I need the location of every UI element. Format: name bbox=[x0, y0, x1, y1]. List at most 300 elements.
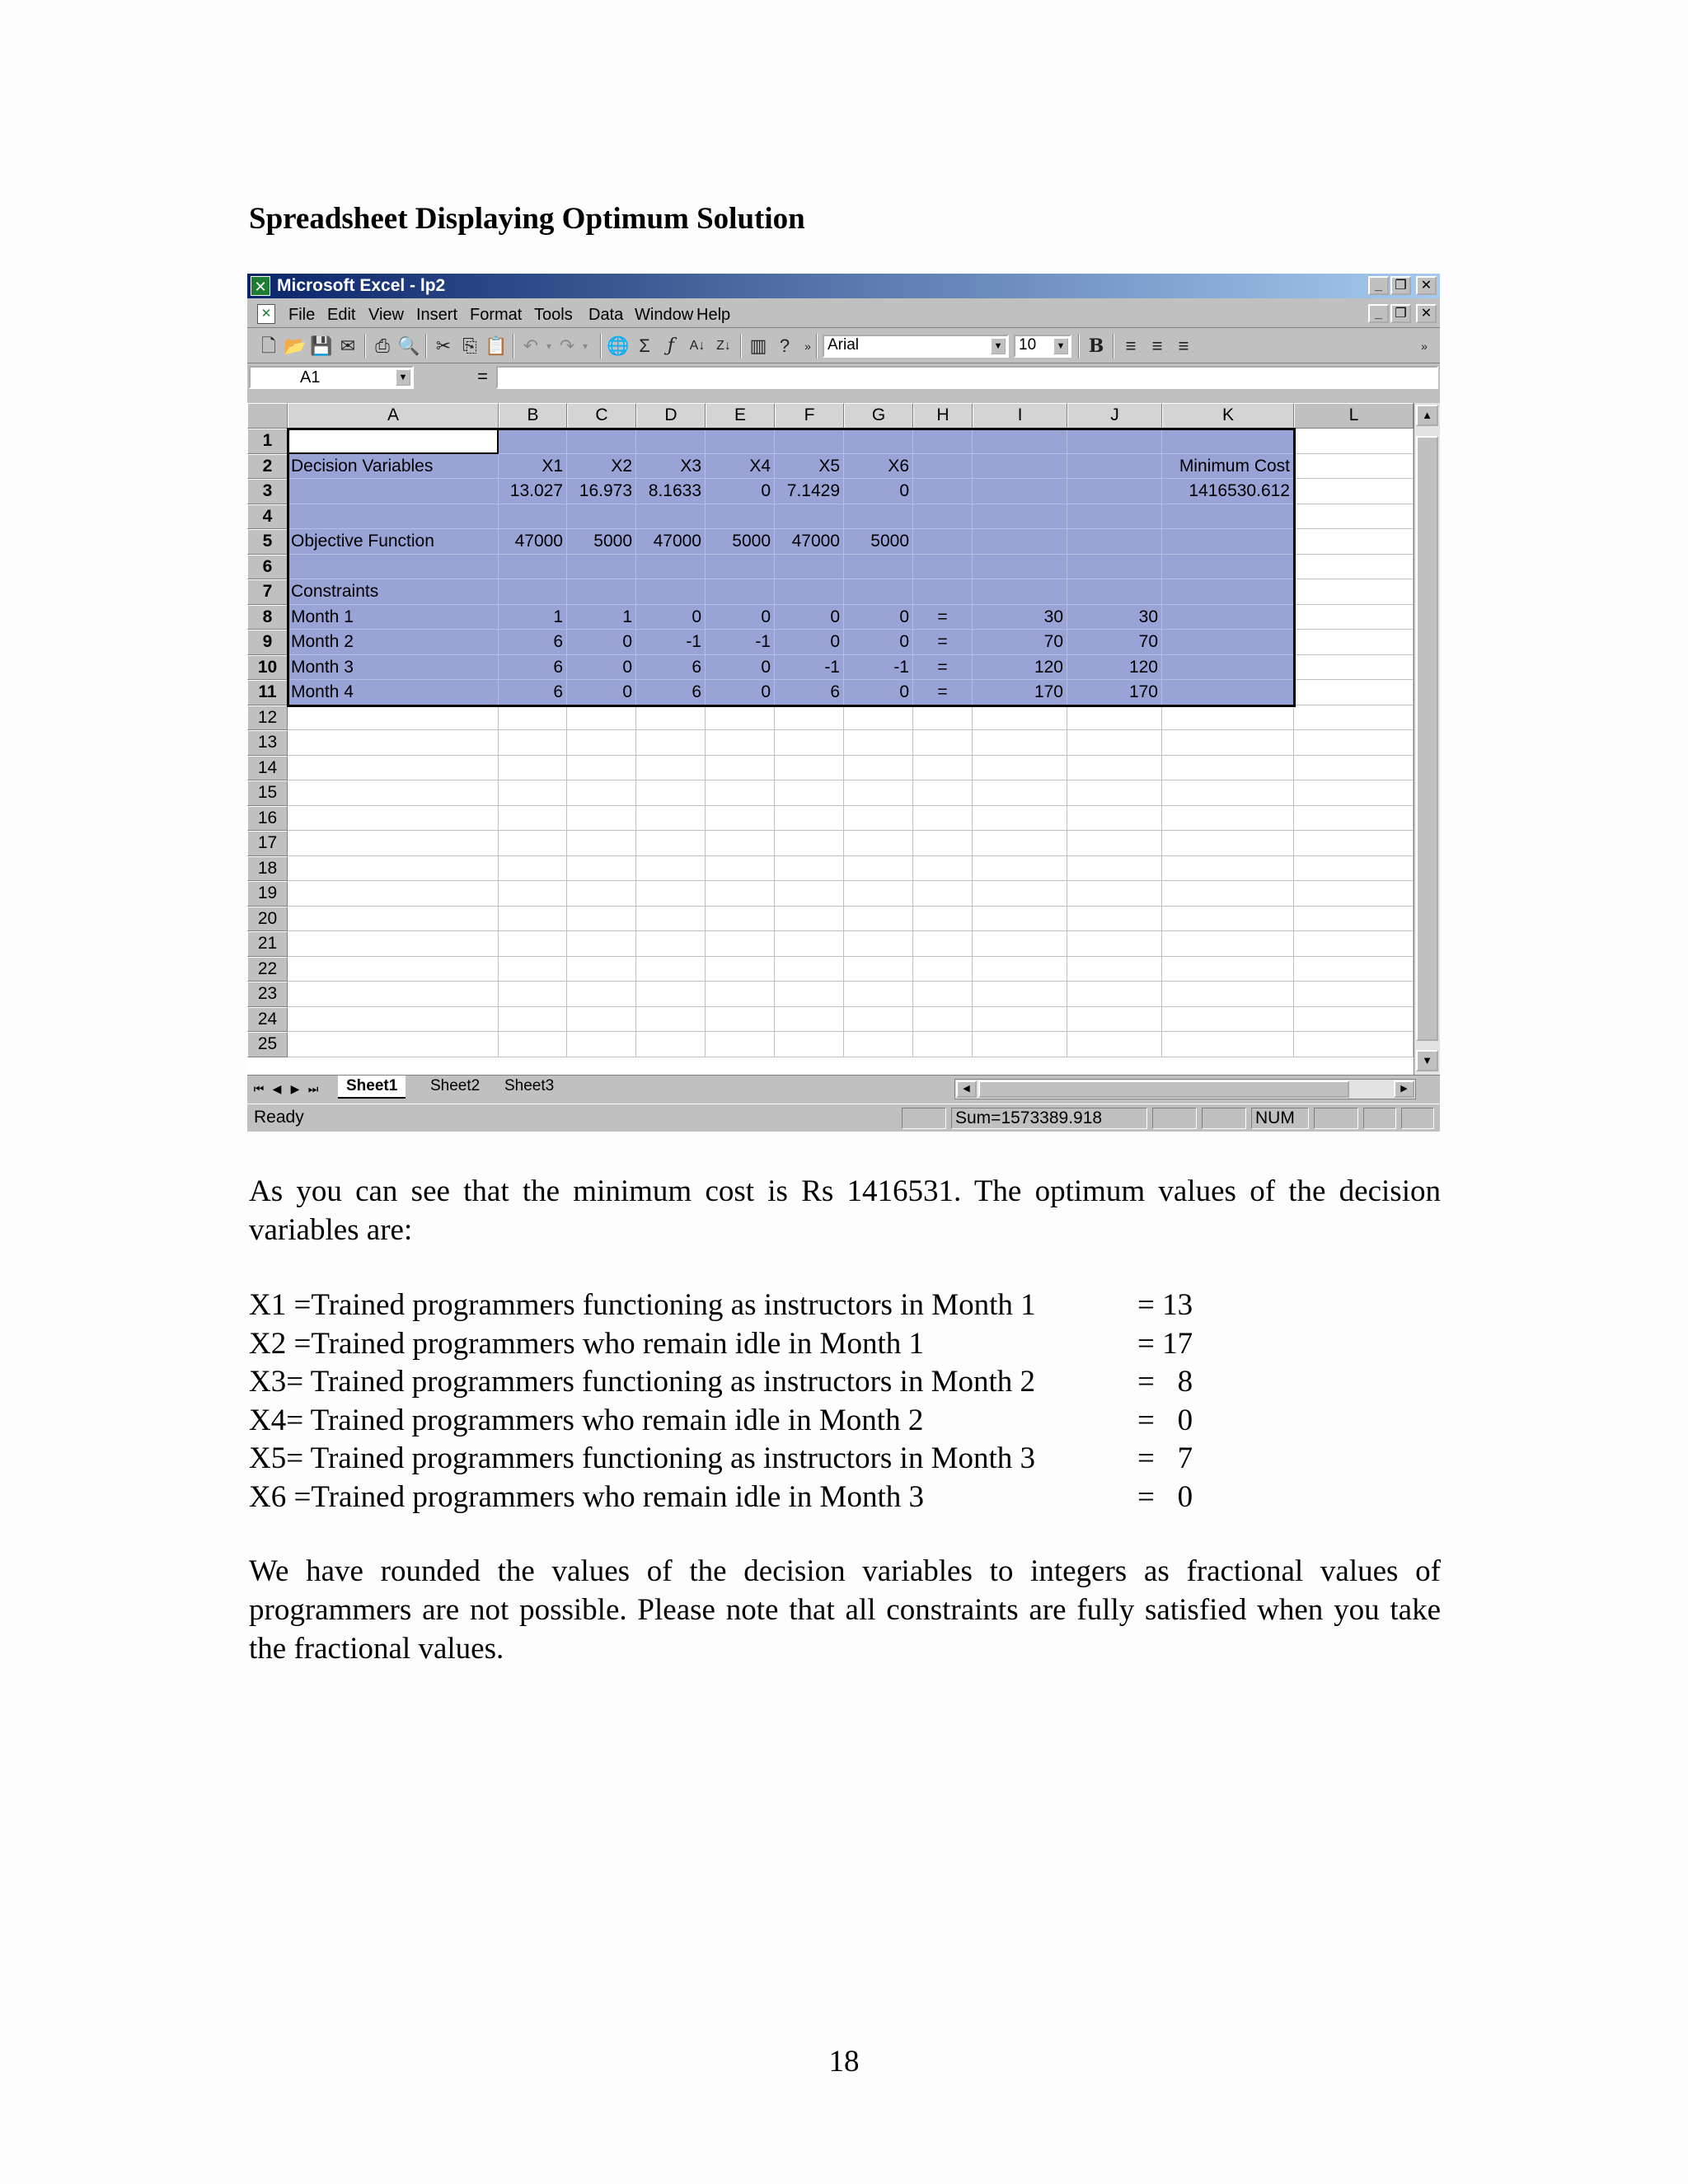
grid-cell[interactable] bbox=[567, 1007, 636, 1033]
grid-cell[interactable] bbox=[844, 705, 913, 731]
grid-cell[interactable] bbox=[1067, 881, 1162, 907]
column-header-h[interactable]: H bbox=[913, 403, 973, 429]
grid-cell[interactable] bbox=[913, 756, 973, 781]
grid-cell[interactable]: 0 bbox=[567, 630, 636, 655]
last-sheet-icon[interactable]: ⏭ bbox=[307, 1082, 319, 1095]
grid-cell[interactable]: 0 bbox=[706, 655, 775, 681]
row-header[interactable]: 12 bbox=[247, 705, 288, 731]
scroll-left-icon[interactable]: ◀ bbox=[956, 1080, 977, 1098]
grid-cell[interactable]: Month 4 bbox=[288, 680, 499, 705]
grid-cell[interactable]: Objective Function bbox=[288, 529, 499, 555]
grid-cell[interactable] bbox=[844, 756, 913, 781]
grid-cell[interactable]: X5 bbox=[775, 454, 844, 480]
grid-cell[interactable]: 5000 bbox=[844, 529, 913, 555]
grid-cell[interactable]: X3 bbox=[636, 454, 706, 480]
undo-dropdown-icon[interactable]: ▾ bbox=[546, 340, 552, 352]
grid-cell[interactable]: X4 bbox=[706, 454, 775, 480]
grid-cell[interactable] bbox=[288, 780, 499, 806]
grid-cell[interactable] bbox=[288, 831, 499, 856]
grid-cell[interactable] bbox=[1162, 680, 1294, 705]
grid-cell[interactable] bbox=[913, 907, 973, 932]
grid-cell[interactable] bbox=[567, 957, 636, 982]
grid-cell[interactable] bbox=[636, 555, 706, 580]
grid-cell[interactable]: 1 bbox=[567, 605, 636, 630]
grid-cell[interactable] bbox=[913, 429, 973, 454]
grid-cell[interactable] bbox=[706, 907, 775, 932]
grid-cell[interactable] bbox=[1162, 630, 1294, 655]
grid-cell[interactable] bbox=[567, 931, 636, 957]
grid-cell[interactable] bbox=[499, 881, 567, 907]
grid-cell[interactable] bbox=[288, 756, 499, 781]
grid-cell[interactable]: 8.1633 bbox=[636, 479, 706, 504]
grid-cell[interactable]: 1416530.612 bbox=[1162, 479, 1294, 504]
grid-cell[interactable]: X1 bbox=[499, 454, 567, 480]
grid-cell[interactable] bbox=[775, 1007, 844, 1033]
grid-cell[interactable]: 30 bbox=[973, 605, 1067, 630]
grid-cell[interactable] bbox=[499, 756, 567, 781]
tab-sheet3[interactable]: Sheet3 bbox=[504, 1077, 555, 1094]
grid-cell[interactable] bbox=[1162, 756, 1294, 781]
print-icon[interactable]: ⎙ bbox=[375, 335, 390, 356]
grid-cell[interactable]: 0 bbox=[567, 680, 636, 705]
grid-cell[interactable] bbox=[706, 831, 775, 856]
grid-cell[interactable] bbox=[1162, 907, 1294, 932]
grid-cell[interactable] bbox=[1162, 555, 1294, 580]
grid-cell[interactable] bbox=[1067, 555, 1162, 580]
grid-cell[interactable] bbox=[1294, 680, 1414, 705]
grid-cell[interactable] bbox=[775, 504, 844, 530]
row-header[interactable]: 3 bbox=[247, 479, 288, 504]
grid-cell[interactable] bbox=[706, 780, 775, 806]
tab-sheet2[interactable]: Sheet2 bbox=[430, 1077, 481, 1094]
grid-cell[interactable] bbox=[775, 780, 844, 806]
column-header-k[interactable]: K bbox=[1162, 403, 1294, 429]
grid-cell[interactable] bbox=[567, 806, 636, 832]
grid-cell[interactable] bbox=[1067, 529, 1162, 555]
column-header-l[interactable]: L bbox=[1294, 403, 1414, 429]
grid-cell[interactable] bbox=[1294, 806, 1414, 832]
grid-cell[interactable] bbox=[1162, 504, 1294, 530]
grid-cell[interactable] bbox=[844, 806, 913, 832]
grid-cell[interactable] bbox=[567, 856, 636, 882]
doc-close-button[interactable]: ✕ bbox=[1416, 304, 1437, 323]
grid-cell[interactable] bbox=[973, 856, 1067, 882]
grid-cell[interactable] bbox=[706, 730, 775, 756]
grid-cell[interactable] bbox=[775, 931, 844, 957]
grid-cell[interactable] bbox=[844, 982, 913, 1007]
grid-cell[interactable]: 6 bbox=[636, 680, 706, 705]
grid-cell[interactable] bbox=[1294, 655, 1414, 681]
title-bar[interactable] bbox=[247, 274, 1440, 298]
row-header[interactable]: 20 bbox=[247, 907, 288, 932]
grid-cell[interactable] bbox=[973, 504, 1067, 530]
new-icon[interactable]: 🗋 bbox=[261, 335, 276, 356]
grid-cell[interactable] bbox=[913, 881, 973, 907]
grid-cell[interactable] bbox=[844, 730, 913, 756]
grid-cell[interactable] bbox=[636, 957, 706, 982]
grid-cell[interactable] bbox=[706, 982, 775, 1007]
grid-cell[interactable]: 0 bbox=[844, 630, 913, 655]
grid-cell[interactable] bbox=[706, 756, 775, 781]
scroll-up-icon[interactable]: ▲ bbox=[1416, 405, 1438, 426]
grid-cell[interactable] bbox=[1162, 579, 1294, 605]
grid-cell[interactable] bbox=[636, 982, 706, 1007]
grid-cell[interactable] bbox=[499, 429, 567, 454]
grid-cell[interactable] bbox=[913, 931, 973, 957]
grid-cell[interactable] bbox=[636, 1032, 706, 1057]
function-icon[interactable]: ƒ bbox=[667, 335, 675, 356]
grid-cell[interactable] bbox=[636, 756, 706, 781]
grid-cell[interactable]: 16.973 bbox=[567, 479, 636, 504]
grid-cell[interactable]: Month 1 bbox=[288, 605, 499, 630]
grid-cell[interactable] bbox=[1162, 831, 1294, 856]
row-header[interactable]: 17 bbox=[247, 831, 288, 856]
grid-cell[interactable] bbox=[1067, 730, 1162, 756]
grid-cell[interactable] bbox=[1294, 705, 1414, 731]
row-header[interactable]: 15 bbox=[247, 780, 288, 806]
grid-cell[interactable]: 47000 bbox=[636, 529, 706, 555]
grid-cell[interactable]: Constraints bbox=[288, 579, 499, 605]
grid-cell[interactable] bbox=[1294, 856, 1414, 882]
font-size-select[interactable] bbox=[1014, 335, 1071, 358]
grid-cell[interactable] bbox=[1294, 555, 1414, 580]
grid-cell[interactable] bbox=[913, 730, 973, 756]
grid-cell[interactable]: 70 bbox=[1067, 630, 1162, 655]
grid-cell[interactable] bbox=[775, 831, 844, 856]
worksheet-grid[interactable] bbox=[247, 403, 1414, 1075]
select-all-button[interactable] bbox=[247, 403, 288, 429]
grid-cell[interactable]: 1 bbox=[499, 605, 567, 630]
grid-cell[interactable] bbox=[1294, 831, 1414, 856]
grid-cell[interactable] bbox=[1294, 479, 1414, 504]
align-right-icon[interactable]: ≡ bbox=[1178, 335, 1189, 356]
grid-cell[interactable]: X2 bbox=[567, 454, 636, 480]
grid-cell[interactable] bbox=[1294, 957, 1414, 982]
grid-cell[interactable] bbox=[1067, 479, 1162, 504]
grid-cell[interactable]: 0 bbox=[844, 680, 913, 705]
grid-cell[interactable] bbox=[913, 479, 973, 504]
grid-cell[interactable]: 47000 bbox=[775, 529, 844, 555]
minimize-button[interactable]: _ bbox=[1368, 276, 1389, 295]
grid-cell[interactable] bbox=[913, 579, 973, 605]
row-header[interactable]: 8 bbox=[247, 605, 288, 630]
grid-cell[interactable] bbox=[973, 957, 1067, 982]
grid-cell[interactable] bbox=[567, 831, 636, 856]
grid-cell[interactable] bbox=[1294, 881, 1414, 907]
column-header-j[interactable]: J bbox=[1067, 403, 1162, 429]
row-header[interactable]: 16 bbox=[247, 806, 288, 832]
grid-cell[interactable] bbox=[1067, 504, 1162, 530]
grid-cell[interactable] bbox=[1294, 756, 1414, 781]
row-header[interactable]: 9 bbox=[247, 630, 288, 655]
grid-cell[interactable]: 0 bbox=[775, 605, 844, 630]
grid-cell[interactable] bbox=[706, 1032, 775, 1057]
grid-cell[interactable]: 13.027 bbox=[499, 479, 567, 504]
grid-cell[interactable] bbox=[636, 856, 706, 882]
grid-cell[interactable]: = bbox=[913, 655, 973, 681]
undo-icon[interactable]: ↶ bbox=[523, 335, 539, 356]
column-header-e[interactable]: E bbox=[706, 403, 775, 429]
excel-app-icon[interactable]: ✕ bbox=[251, 276, 270, 296]
grid-cell[interactable] bbox=[1294, 579, 1414, 605]
scroll-thumb[interactable] bbox=[1416, 436, 1438, 1041]
row-header[interactable]: 13 bbox=[247, 730, 288, 756]
grid-cell[interactable] bbox=[567, 907, 636, 932]
grid-cell[interactable] bbox=[973, 931, 1067, 957]
grid-cell[interactable] bbox=[1162, 1032, 1294, 1057]
grid-cell[interactable] bbox=[844, 907, 913, 932]
save-icon[interactable]: 💾 bbox=[310, 335, 333, 356]
grid-cell[interactable] bbox=[567, 429, 636, 454]
active-cell[interactable] bbox=[288, 429, 499, 454]
grid-cell[interactable] bbox=[1294, 454, 1414, 480]
row-header[interactable]: 19 bbox=[247, 881, 288, 907]
grid-cell[interactable] bbox=[567, 881, 636, 907]
row-header[interactable]: 23 bbox=[247, 982, 288, 1007]
grid-cell[interactable]: 6 bbox=[499, 680, 567, 705]
grid-cell[interactable] bbox=[775, 856, 844, 882]
align-center-icon[interactable]: ≡ bbox=[1151, 335, 1163, 356]
grid-cell[interactable]: = bbox=[913, 605, 973, 630]
grid-cell[interactable] bbox=[636, 705, 706, 731]
grid-cell[interactable]: 47000 bbox=[499, 529, 567, 555]
grid-cell[interactable] bbox=[706, 957, 775, 982]
menu-format[interactable]: Format bbox=[470, 306, 523, 324]
grid-cell[interactable] bbox=[567, 730, 636, 756]
grid-cell[interactable] bbox=[636, 931, 706, 957]
redo-dropdown-icon[interactable]: ▾ bbox=[582, 340, 588, 352]
grid-cell[interactable] bbox=[844, 831, 913, 856]
grid-cell[interactable] bbox=[973, 730, 1067, 756]
doc-restore-button[interactable]: ❐ bbox=[1390, 304, 1411, 323]
first-sheet-icon[interactable]: ⏮ bbox=[253, 1082, 265, 1095]
open-icon[interactable]: 📂 bbox=[284, 335, 307, 356]
grid-cell[interactable] bbox=[1294, 907, 1414, 932]
bold-icon[interactable]: B bbox=[1088, 335, 1104, 357]
grid-cell[interactable] bbox=[706, 504, 775, 530]
grid-cell[interactable]: -1 bbox=[706, 630, 775, 655]
grid-cell[interactable] bbox=[288, 555, 499, 580]
grid-cell[interactable] bbox=[567, 555, 636, 580]
prev-sheet-icon[interactable]: ◀ bbox=[272, 1082, 282, 1095]
grid-cell[interactable] bbox=[499, 555, 567, 580]
grid-cell[interactable] bbox=[499, 806, 567, 832]
grid-cell[interactable] bbox=[1162, 982, 1294, 1007]
copy-icon[interactable]: ⎘ bbox=[462, 335, 477, 356]
grid-cell[interactable] bbox=[567, 579, 636, 605]
grid-cell[interactable] bbox=[288, 856, 499, 882]
paste-icon[interactable]: 📋 bbox=[485, 335, 508, 356]
toolbar-options-icon[interactable]: » bbox=[1421, 340, 1428, 353]
grid-cell[interactable] bbox=[706, 705, 775, 731]
grid-cell[interactable] bbox=[636, 730, 706, 756]
grid-cell[interactable] bbox=[288, 730, 499, 756]
grid-cell[interactable] bbox=[288, 931, 499, 957]
grid-cell[interactable]: 0 bbox=[636, 605, 706, 630]
grid-cell[interactable] bbox=[1162, 957, 1294, 982]
grid-cell[interactable] bbox=[1162, 730, 1294, 756]
grid-cell[interactable] bbox=[844, 555, 913, 580]
grid-cell[interactable] bbox=[973, 479, 1067, 504]
grid-cell[interactable] bbox=[844, 856, 913, 882]
grid-cell[interactable] bbox=[1067, 705, 1162, 731]
grid-cell[interactable] bbox=[1162, 1007, 1294, 1033]
grid-cell[interactable] bbox=[973, 454, 1067, 480]
grid-cell[interactable]: 5000 bbox=[706, 529, 775, 555]
row-header[interactable]: 2 bbox=[247, 454, 288, 480]
grid-cell[interactable] bbox=[973, 780, 1067, 806]
grid-cell[interactable] bbox=[706, 579, 775, 605]
grid-cell[interactable] bbox=[913, 705, 973, 731]
grid-cell[interactable] bbox=[567, 705, 636, 731]
grid-cell[interactable]: 120 bbox=[973, 655, 1067, 681]
grid-cell[interactable] bbox=[567, 504, 636, 530]
menu-edit[interactable]: Edit bbox=[327, 306, 356, 324]
grid-cell[interactable] bbox=[973, 881, 1067, 907]
chevron-down-icon[interactable]: ▼ bbox=[991, 338, 1006, 354]
grid-cell[interactable] bbox=[499, 957, 567, 982]
grid-cell[interactable] bbox=[913, 504, 973, 530]
grid-cell[interactable] bbox=[775, 881, 844, 907]
grid-cell[interactable]: 0 bbox=[844, 605, 913, 630]
next-sheet-icon[interactable]: ▶ bbox=[290, 1082, 300, 1095]
row-header[interactable]: 1 bbox=[247, 429, 288, 454]
grid-cell[interactable] bbox=[499, 504, 567, 530]
grid-cell[interactable] bbox=[844, 780, 913, 806]
grid-cell[interactable]: 0 bbox=[706, 605, 775, 630]
row-header[interactable]: 4 bbox=[247, 504, 288, 530]
doc-minimize-button[interactable]: _ bbox=[1368, 304, 1389, 323]
grid-cell[interactable]: Minimum Cost bbox=[1162, 454, 1294, 480]
grid-cell[interactable] bbox=[1294, 1032, 1414, 1057]
grid-cell[interactable] bbox=[1067, 831, 1162, 856]
grid-cell[interactable]: 7.1429 bbox=[775, 479, 844, 504]
grid-cell[interactable] bbox=[1162, 780, 1294, 806]
grid-cell[interactable] bbox=[1294, 630, 1414, 655]
grid-cell[interactable] bbox=[844, 957, 913, 982]
restore-button[interactable]: ❐ bbox=[1390, 276, 1411, 295]
grid-cell[interactable]: = bbox=[913, 680, 973, 705]
grid-cell[interactable] bbox=[1067, 579, 1162, 605]
grid-cell[interactable] bbox=[973, 806, 1067, 832]
grid-cell[interactable] bbox=[973, 831, 1067, 856]
grid-cell[interactable] bbox=[288, 1032, 499, 1057]
grid-cell[interactable] bbox=[499, 931, 567, 957]
grid-cell[interactable] bbox=[973, 579, 1067, 605]
menu-window[interactable]: Window bbox=[635, 306, 694, 324]
grid-cell[interactable] bbox=[1162, 429, 1294, 454]
grid-cell[interactable]: Month 3 bbox=[288, 655, 499, 681]
grid-cell[interactable] bbox=[499, 856, 567, 882]
grid-cell[interactable] bbox=[1294, 504, 1414, 530]
grid-cell[interactable] bbox=[913, 454, 973, 480]
row-header[interactable]: 24 bbox=[247, 1007, 288, 1033]
grid-cell[interactable] bbox=[844, 931, 913, 957]
grid-cell[interactable] bbox=[288, 806, 499, 832]
grid-cell[interactable]: -1 bbox=[844, 655, 913, 681]
grid-cell[interactable] bbox=[636, 429, 706, 454]
grid-cell[interactable] bbox=[973, 555, 1067, 580]
grid-cell[interactable] bbox=[636, 907, 706, 932]
grid-cell[interactable] bbox=[499, 907, 567, 932]
row-header[interactable]: 6 bbox=[247, 555, 288, 580]
grid-cell[interactable] bbox=[1162, 655, 1294, 681]
grid-cell[interactable] bbox=[1067, 1007, 1162, 1033]
grid-cell[interactable] bbox=[1067, 780, 1162, 806]
grid-cell[interactable] bbox=[567, 756, 636, 781]
grid-cell[interactable] bbox=[775, 1032, 844, 1057]
grid-cell[interactable] bbox=[706, 856, 775, 882]
autosum-icon[interactable]: Σ bbox=[639, 335, 650, 356]
grid-cell[interactable] bbox=[775, 555, 844, 580]
column-header-d[interactable]: D bbox=[636, 403, 706, 429]
grid-cell[interactable] bbox=[636, 780, 706, 806]
grid-cell[interactable] bbox=[499, 831, 567, 856]
grid-cell[interactable] bbox=[288, 705, 499, 731]
grid-cell[interactable] bbox=[1067, 429, 1162, 454]
workbook-icon[interactable]: ✕ bbox=[257, 304, 275, 324]
grid-cell[interactable] bbox=[567, 780, 636, 806]
grid-cell[interactable] bbox=[775, 429, 844, 454]
scroll-down-icon[interactable]: ▼ bbox=[1416, 1050, 1438, 1071]
grid-cell[interactable] bbox=[1294, 982, 1414, 1007]
grid-cell[interactable] bbox=[288, 881, 499, 907]
grid-cell[interactable] bbox=[775, 705, 844, 731]
row-header[interactable]: 21 bbox=[247, 931, 288, 957]
grid-cell[interactable] bbox=[913, 780, 973, 806]
grid-cell[interactable] bbox=[288, 1007, 499, 1033]
grid-cell[interactable] bbox=[775, 579, 844, 605]
hyperlink-icon[interactable]: 🌐 bbox=[607, 335, 630, 356]
grid-cell[interactable]: Month 2 bbox=[288, 630, 499, 655]
grid-cell[interactable]: 30 bbox=[1067, 605, 1162, 630]
grid-cell[interactable] bbox=[913, 555, 973, 580]
grid-cell[interactable]: 0 bbox=[775, 630, 844, 655]
more-buttons-icon[interactable]: » bbox=[804, 340, 811, 353]
grid-cell[interactable]: 6 bbox=[636, 655, 706, 681]
print-preview-icon[interactable]: 🔍 bbox=[397, 335, 420, 356]
grid-cell[interactable] bbox=[1162, 931, 1294, 957]
grid-cell[interactable]: 0 bbox=[706, 680, 775, 705]
cut-icon[interactable]: ✂ bbox=[435, 335, 452, 356]
grid-cell[interactable] bbox=[1294, 780, 1414, 806]
grid-cell[interactable] bbox=[636, 881, 706, 907]
grid-cell[interactable]: Decision Variables bbox=[288, 454, 499, 480]
grid-cell[interactable] bbox=[1162, 856, 1294, 882]
grid-cell[interactable] bbox=[844, 504, 913, 530]
grid-cell[interactable] bbox=[499, 780, 567, 806]
grid-cell[interactable]: -1 bbox=[636, 630, 706, 655]
grid-cell[interactable] bbox=[499, 730, 567, 756]
font-name-select[interactable] bbox=[823, 335, 1009, 358]
grid-cell[interactable] bbox=[1294, 1007, 1414, 1033]
grid-cell[interactable] bbox=[1067, 856, 1162, 882]
column-header-i[interactable]: I bbox=[973, 403, 1067, 429]
grid-cell[interactable] bbox=[775, 806, 844, 832]
grid-cell[interactable]: -1 bbox=[775, 655, 844, 681]
grid-cell[interactable]: 170 bbox=[1067, 680, 1162, 705]
grid-cell[interactable] bbox=[288, 479, 499, 504]
vertical-scrollbar[interactable] bbox=[1414, 403, 1440, 1075]
grid-cell[interactable] bbox=[1162, 705, 1294, 731]
grid-cell[interactable] bbox=[1067, 1032, 1162, 1057]
grid-cell[interactable] bbox=[844, 579, 913, 605]
column-header-c[interactable]: C bbox=[567, 403, 636, 429]
column-header-a[interactable]: A bbox=[288, 403, 499, 429]
grid-cell[interactable] bbox=[844, 881, 913, 907]
grid-cell[interactable] bbox=[706, 1007, 775, 1033]
grid-cell[interactable] bbox=[706, 555, 775, 580]
